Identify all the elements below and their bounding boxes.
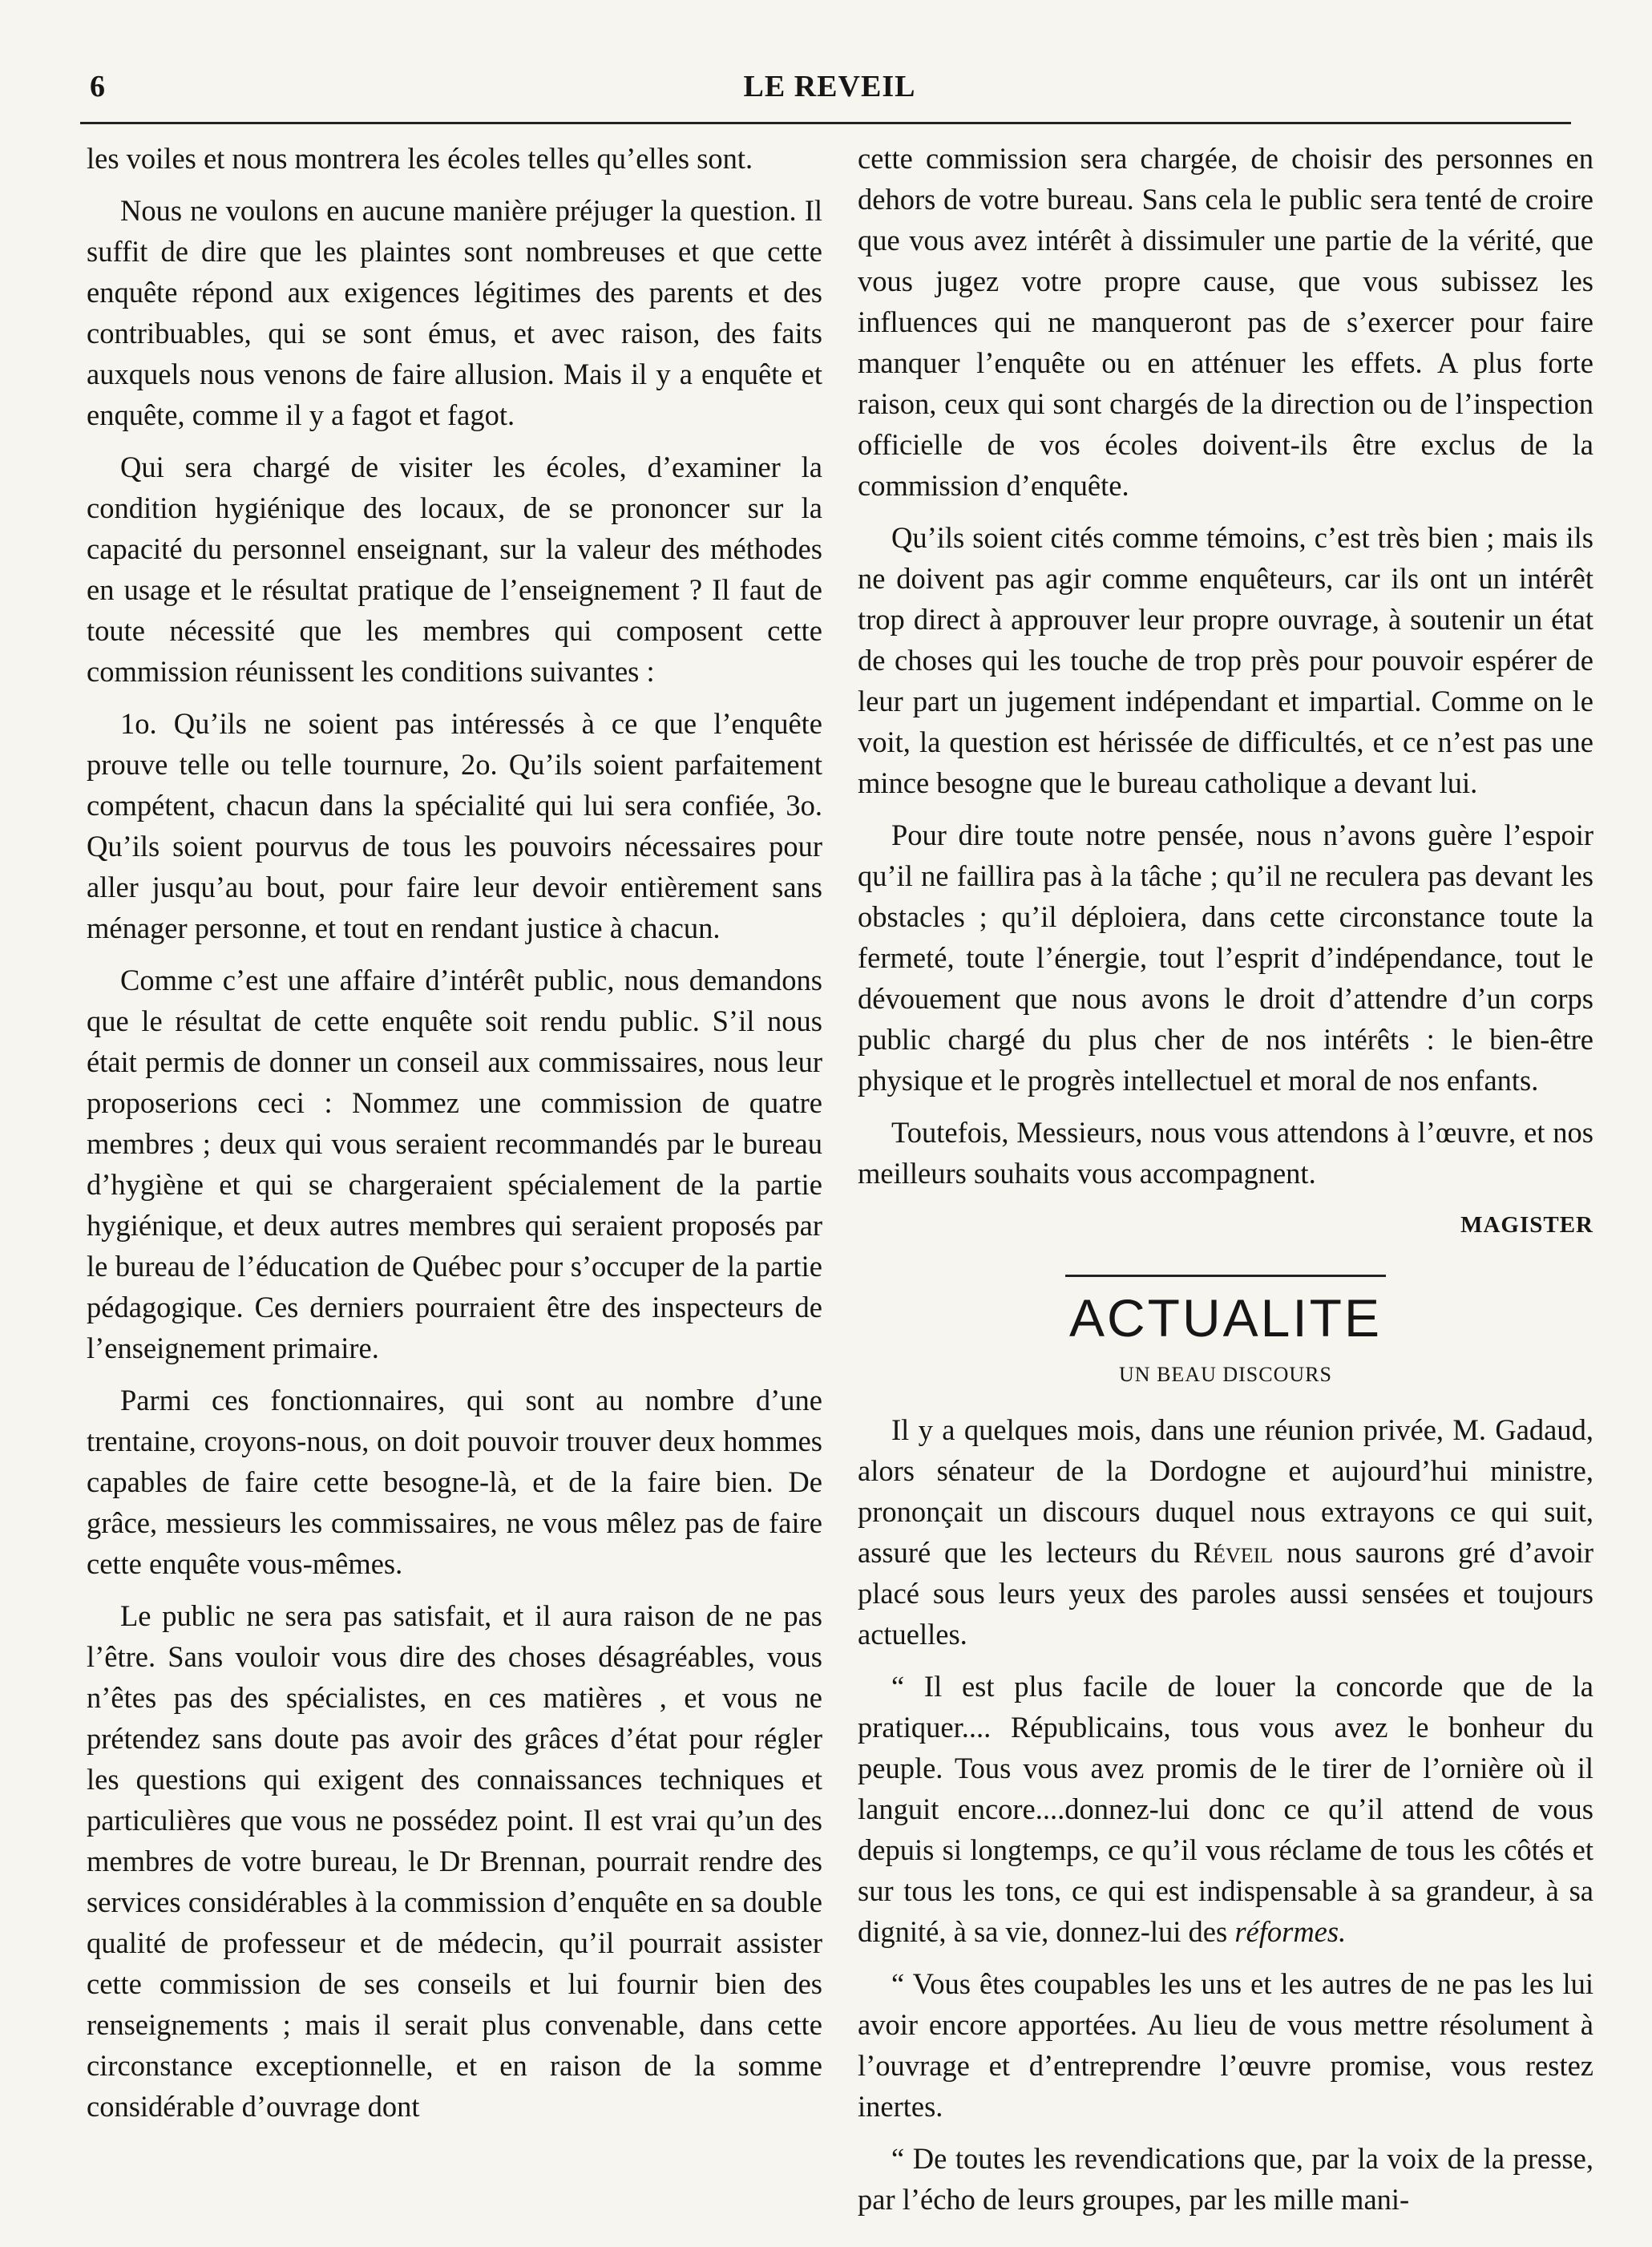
paragraph: Qui sera chargé de visiter les écoles, d’examiner la condition hygiénique des locaux, de se prononcer sur la capacité du personnel enseignant, sur la valeur des méthodes en usage et le résultat pratique de l’enseignement ? Il faut de toute nécessité que les membres qui composent cette commission réunissent les conditions suivantes :: [87, 451, 822, 688]
paragraph: cette commission sera chargée, de choisir des personnes en dehors de votre bureau. Sans cela le public sera tenté de croire que vous avez intérêt à dissimuler une partie de la vérité, que vous jugez votre propre cause, que vous subissez les influences qui ne manqueront pas de s’exercer pour faire manquer l’enquête ou en atténuer les effets. A plus forte raison, ceux qui sont chargés de la direction ou de l’inspection officielle de vos écoles doivent-ils être exclus de la commission d’enquête.: [858, 142, 1593, 502]
paragraph: [858, 1409, 1593, 1655]
paragraph: Parmi ces fonctionnaires, qui sont au nombre d’une trentaine, croyons-nous, on doit pouvoir trouver deux hommes capables de faire cette besogne-là, et de la faire bien. De grâce, messieurs les commissaires, ne vous mêlez pas de faire cette enquête vous-mêmes.: [87, 1384, 822, 1580]
header-divider: [80, 122, 1571, 124]
paragraph: Pour dire toute notre pensée, nous n’avons guère l’espoir qu’il ne faillira pas à la tâche ; qu’il ne reculera pas devant les obstacles ; qu’il déploiera, dans cette circonstance toute la fermeté, toute l’énergie, tout l’esprit d’indépendance, tout le dévouement que nous avons le droit d’attendre d’un corps public chargé du plus cher de nos intérêts : le bien-être physique et le progrès intellectuel et moral de nos enfants.: [858, 818, 1593, 1097]
paragraph: Le public ne sera pas satisfait, et il aura raison de ne pas l’être. Sans vouloir vous dire des choses désagréables, vous n’êtes pas des spécialistes, en ces matières , et vous ne prétendez sans doute pas avoir des grâces d’état pour régler les questions qui exigent des connaissances techniques et particulières que vous ne possédez point. Il est vrai qu’un des membres de votre bureau, le Dr Brennan, pourrait rendre des services considérables à la commission d’enquête en sa double qualité de professeur et de médecin, qu’il pourrait assister cette commission de ses conseils et lui fournir bien des renseignements ; mais il serait plus convenable, dans cette circonstance exceptionnelle, et en raison de la somme considérable d’ouvrage dont: [87, 1599, 822, 2123]
paragraph: Qu’ils soient cités comme témoins, c’est très bien ; mais ils ne doivent pas agir comme enquêteurs, car ils ont un intérêt trop direct à approuver leur propre ouvrage, à soutenir un état de choses qui les touche de trop près pour pouvoir espérer de leur part un jugement indépendant et impartial. Comme on le voit, la question est hérissée de difficultés, et ce n’est pas une mince besogne que le bureau catholique a devant lui.: [858, 521, 1593, 799]
quote-text: “ Il est plus facile de louer la concorde que de la pratiquer.... Républicains, tous vous avez le bonheur du peuple. Tous vous avez promis de le tirer de l’ornière où il languit encore....donnez-lui donc ce qu’il attend de vous depuis si longtemps, ce qu’il vous réclame de tous les côtés et sur tous les tons, ce qui est indispensable à sa grandeur, à sa dignité, à sa vie, donnez-lui des: [858, 1670, 1593, 1948]
section-divider: [1065, 1275, 1386, 1277]
quote-paragraph: [858, 1666, 1593, 1952]
section-subtitle: UN BEAU DISCOURS: [1119, 1363, 1332, 1386]
section-title: ACTUALITE: [1068, 1288, 1383, 1348]
paragraph: Nous ne voulons en aucune manière préjuger la question. Il suffit de dire que les plaintes sont nombreuses et que cette enquête répond aux exigences légitimes des parents et des contribuables, qui se sont émus, et avec raison, des faits auxquels nous venons de faire allusion. Mais il y a enquête et enquête, comme il y a fagot et fagot.: [87, 194, 822, 431]
paragraph-text: nous saurons gré d’avoir placé sous leurs yeux des paroles aussi sensées et toujours actuelles.: [858, 1536, 1594, 1651]
journal-name-inline: Réveil: [1193, 1536, 1274, 1569]
quote-paragraph: “ De toutes les revendications que, par la voix de la presse, par l’écho de leurs groupes, par les mille mani-: [858, 2142, 1593, 2216]
paragraph: Comme c’est une affaire d’intérêt public, nous demandons que le résultat de cette enquête soit rendu public. S’il nous était permis de donner un conseil aux commissaires, nous leur proposerions ceci : Nommez une commission de quatre membres ; deux qui vous seraient recommandés par le bureau d’hygiène et qui se chargeraient spécialement de la partie hygiénique, et deux autres membres qui seraient proposés par le bureau de l’éducation de Québec pour s’occuper de la partie pédagogique. Ces derniers pourraient être des inspecteurs de l’enseignement primaire.: [87, 964, 822, 1364]
author-signature: MAGISTER: [1460, 1212, 1593, 1238]
paragraph: les voiles et nous montrera les écoles telles qu’elles sont.: [87, 142, 753, 175]
page-number: 6: [90, 70, 105, 103]
page-header: [80, 63, 1579, 111]
left-column: [87, 138, 822, 2138]
emphasis-text: réformes.: [1234, 1915, 1347, 1948]
journal-title: LE REVEIL: [743, 70, 916, 103]
paragraph: 1o. Qu’ils ne soient pas intéressés à ce que l’enquête prouve telle ou telle tournure, 2o. Qu’ils soient parfaitement compétent, chacun dans la spécialité qui lui sera confiée, 3o. Qu’ils soient pourvus de tous les pouvoirs nécessaires pour aller jusqu’au bout, pour faire leur devoir entièrement sans ménager personne, et tout en rendant justice à chacun.: [87, 707, 822, 944]
quote-paragraph: “ Vous êtes coupables les uns et les autres de ne pas les lui avoir encore apportées. Au lieu de vous mettre résolument à l’ouvrage et d’entreprendre l’œuvre promise, vous restez inertes.: [858, 1967, 1593, 2123]
paragraph: Toutefois, Messieurs, nous vous attendons à l’œuvre, et nos meilleurs souhaits vous accompagnent.: [858, 1116, 1593, 1190]
right-column: [858, 138, 1593, 2231]
paragraph-text: Il y a quelques mois, dans une réunion privée, M. Gadaud, alors sénateur de la Dordogne et aujourd’hui ministre, prononçait un discours duquel nous extrayons ce qui suit, assuré que les lecteurs du: [858, 1413, 1593, 1569]
